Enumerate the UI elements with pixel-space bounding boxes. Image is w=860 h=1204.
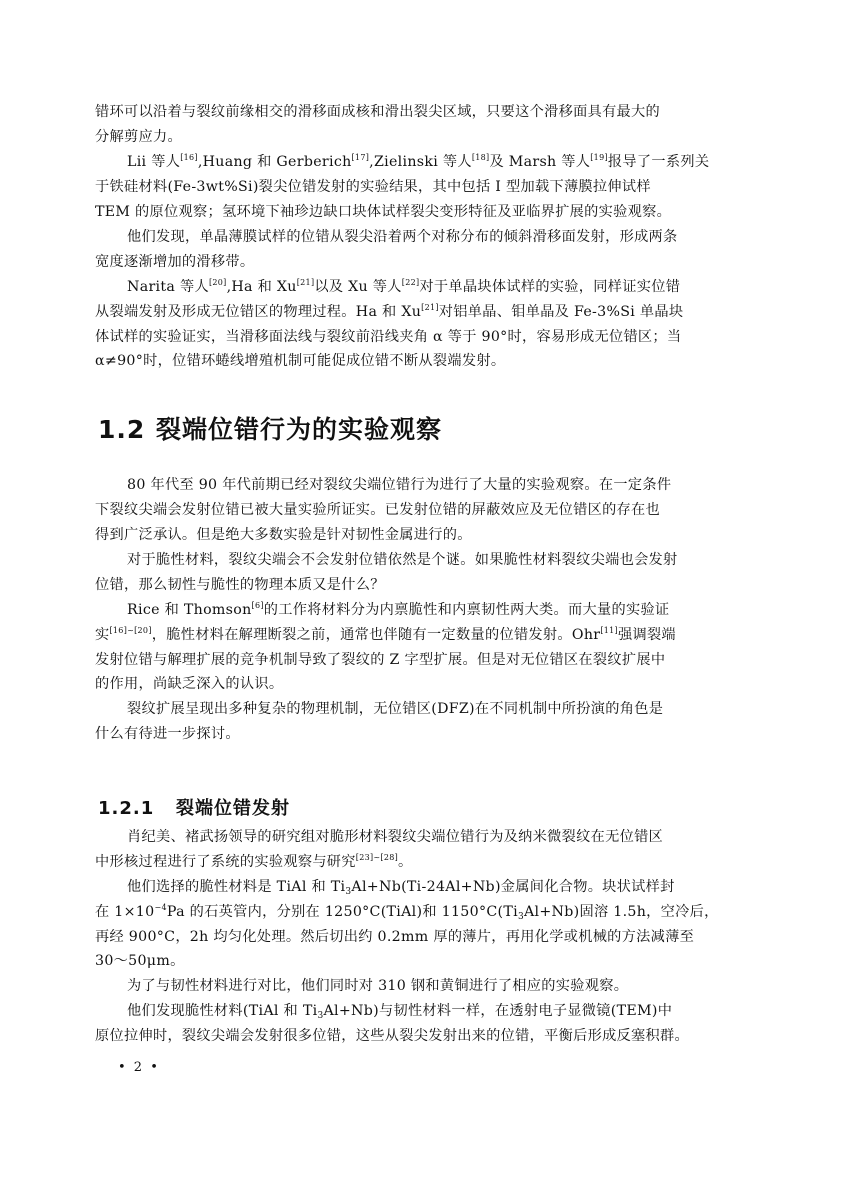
text-line: 什么有待进一步探讨。 xyxy=(95,725,240,742)
text-line: α≠90°时，位错环蜷线增殖机制可能促成位错不断从裂端发射。 xyxy=(95,353,506,370)
text-run: ,Ha 和 Xu xyxy=(226,279,297,295)
text-line: 体试样的实验证实，当滑移面法线与裂纹前沿线夹角 α 等于 90°时，容易形成无位错区；当 xyxy=(95,328,682,345)
citation: [18] xyxy=(471,153,490,162)
paragraph-dfz-role xyxy=(95,697,761,747)
text-run: 在 1×10 xyxy=(95,903,155,920)
section-heading xyxy=(98,410,442,446)
paragraph-brittle-question xyxy=(95,548,761,598)
paragraph-intro xyxy=(95,473,761,547)
text-line xyxy=(95,999,761,1024)
text-run: 。 xyxy=(398,853,413,870)
citation: [11] xyxy=(600,625,618,635)
text-line: 肖纪美、褚武扬领导的研究组对脆形材料裂纹尖端位错行为及纳米微裂纹在无位错区 xyxy=(127,829,664,845)
citation: [21] xyxy=(296,278,315,287)
citation: [16]~[20] xyxy=(109,625,152,635)
citation: [23]~[28] xyxy=(355,852,399,862)
text-line xyxy=(95,300,761,325)
text-run: Narita 等人 xyxy=(127,279,209,295)
text-run: Al+Nb)与韧性材料一样，在透射电子显微镜(TEM)中 xyxy=(323,1003,673,1019)
text-line: 80 年代至 90 年代前期已经对裂纹尖端位错行为进行了大量的实验观察。在一定条件 xyxy=(127,477,672,493)
paragraph-materials xyxy=(95,875,761,974)
paragraph-findings xyxy=(95,999,761,1049)
text-line: 下裂纹尖端会发射位错已被大量实验所证实。已发射位错的屏蔽效应及无位错区的存在也 xyxy=(95,501,661,518)
paragraph-slip-bands xyxy=(95,225,761,275)
text-line: 为了与韧性材料进行对比，他们同时对 310 钢和黄铜进行了相应的实验观察。 xyxy=(127,978,629,994)
text-run: ，脆性材料在解理断裂之前，通常也伴随有一定数量的位错发射。Ohr xyxy=(151,626,601,643)
text-run: 报导了一系列关 xyxy=(607,154,710,170)
text-line: 位错，那么韧性与脆性的物理本质又是什么？ xyxy=(95,576,385,593)
text-line xyxy=(95,598,761,623)
citation: [19] xyxy=(590,153,608,162)
text-line: 错环可以沿着与裂纹前缘相交的滑移面成核和滑出裂尖区域，只要这个滑移面具有最大的 xyxy=(95,104,661,120)
citation: [17] xyxy=(351,153,370,162)
text-line: 宽度逐渐增加的滑移带。 xyxy=(95,253,255,270)
citation: [16] xyxy=(180,153,198,162)
text-run: 及 Marsh 等人 xyxy=(489,154,591,170)
citation: [21] xyxy=(421,302,439,312)
text-line: 30～50μm。 xyxy=(95,953,185,970)
paragraph-rice-thomson xyxy=(95,598,761,697)
citation: [6] xyxy=(251,601,264,610)
text-line xyxy=(95,850,761,875)
paragraph-fe-si-experiments xyxy=(95,150,761,224)
text-run: 他们发现脆性材料(TiAl 和 Ti xyxy=(127,1003,318,1019)
text-line: 分解剪应力。 xyxy=(95,128,182,145)
citation: [22] xyxy=(401,278,420,287)
text-line xyxy=(95,275,761,300)
text-run: Al+Nb(Ti-24Al+Nb)金属间化合物。块状试样封 xyxy=(351,879,675,895)
paragraph-continued xyxy=(95,100,761,150)
paragraph-research-group xyxy=(95,825,761,875)
text-line: 对于脆性材料，裂纹尖端会不会发射位错依然是个谜。如果脆性材料裂纹尖端也会发射 xyxy=(127,552,678,568)
text-run: Al+Nb)固溶 1.5h，空冷后， xyxy=(523,903,719,920)
text-line xyxy=(95,623,761,648)
text-run: 对铝单晶、钼单晶及 Fe-3%Si 单晶块 xyxy=(438,303,684,320)
text-run: ,Zielinski 等人 xyxy=(369,154,472,170)
text-line: 得到广泛承认。但是绝大多数实验是针对韧性金属进行的。 xyxy=(95,526,472,543)
text-run: 强调裂端 xyxy=(617,626,676,643)
text-run: Lii 等人 xyxy=(127,154,181,170)
text-run: 中形核过程进行了系统的实验观察与研究 xyxy=(95,853,356,870)
text-line: TEM 的原位观察；氢环境下袖珍边缺口块体试样裂尖变形特征及亚临界扩展的实验观察。 xyxy=(95,203,672,220)
text-line: 的作用，尚缺乏深入的认识。 xyxy=(95,676,284,693)
subscript: 3 xyxy=(317,1011,324,1021)
text-line xyxy=(95,875,761,900)
text-run: Pa 的石英管内，分别在 1250°C(TiAl)和 1150°C(Ti xyxy=(166,903,518,920)
citation: [20] xyxy=(208,278,227,287)
text-line: 他们发现，单晶薄膜试样的位错从裂尖沿着两个对称分布的倾斜滑移面发射，形成两条 xyxy=(127,229,678,245)
text-run: 以及 Xu 等人 xyxy=(314,279,402,295)
text-line xyxy=(95,150,761,175)
text-line: 原位拉伸时，裂纹尖端会发射很多位错，这些从裂尖发射出来的位错，平衡后形成反塞积群。 xyxy=(95,1027,689,1044)
section-number: 1.2 xyxy=(98,415,146,444)
paragraph-comparison xyxy=(95,974,761,999)
subsection-title: 裂端位错发射 xyxy=(176,798,290,819)
text-line xyxy=(95,900,761,925)
text-line: 于铁硅材料(Fe-3wt%Si)裂尖位错发射的实验结果，其中包括 I 型加载下薄膜拉伸试样 xyxy=(95,178,651,195)
page-number: • 2 • xyxy=(118,1060,160,1075)
text-run: Rice 和 Thomson xyxy=(127,602,252,618)
text-run: 他们选择的脆性材料是 TiAl 和 Ti xyxy=(127,879,346,895)
text-run: ,Huang 和 Gerberich xyxy=(197,154,352,170)
section-title: 裂端位错行为的实验观察 xyxy=(156,415,443,444)
paragraph-single-crystal xyxy=(95,275,761,374)
text-line: 裂纹扩展呈现出多种复杂的物理机制，无位错区(DFZ)在不同机制中所扮演的角色是 xyxy=(127,701,664,717)
subsection-number: 1.2.1 xyxy=(98,798,155,819)
text-run: 的工作将材料分为内禀脆性和内禀韧性两大类。而大量的实验证 xyxy=(263,602,670,618)
text-run: 实 xyxy=(95,626,110,643)
subscript: 3 xyxy=(345,887,352,897)
exponent: −4 xyxy=(154,902,167,912)
text-run: 从裂端发射及形成无位错区的物理过程。Ha 和 Xu xyxy=(95,303,422,320)
text-run: 对于单晶块体试样的实验，同样证实位错 xyxy=(419,279,681,295)
subsection-heading xyxy=(98,794,290,820)
text-line: 再经 900°C，2h 均匀化处理。然后切出约 0.2mm 厚的薄片，再用化学或机械的方法减薄至 xyxy=(95,928,695,945)
text-line: 发射位错与解理扩展的竞争机制导致了裂纹的 Z 字型扩展。但是对无位错区在裂纹扩展中 xyxy=(95,651,666,668)
subscript: 3 xyxy=(517,911,524,922)
